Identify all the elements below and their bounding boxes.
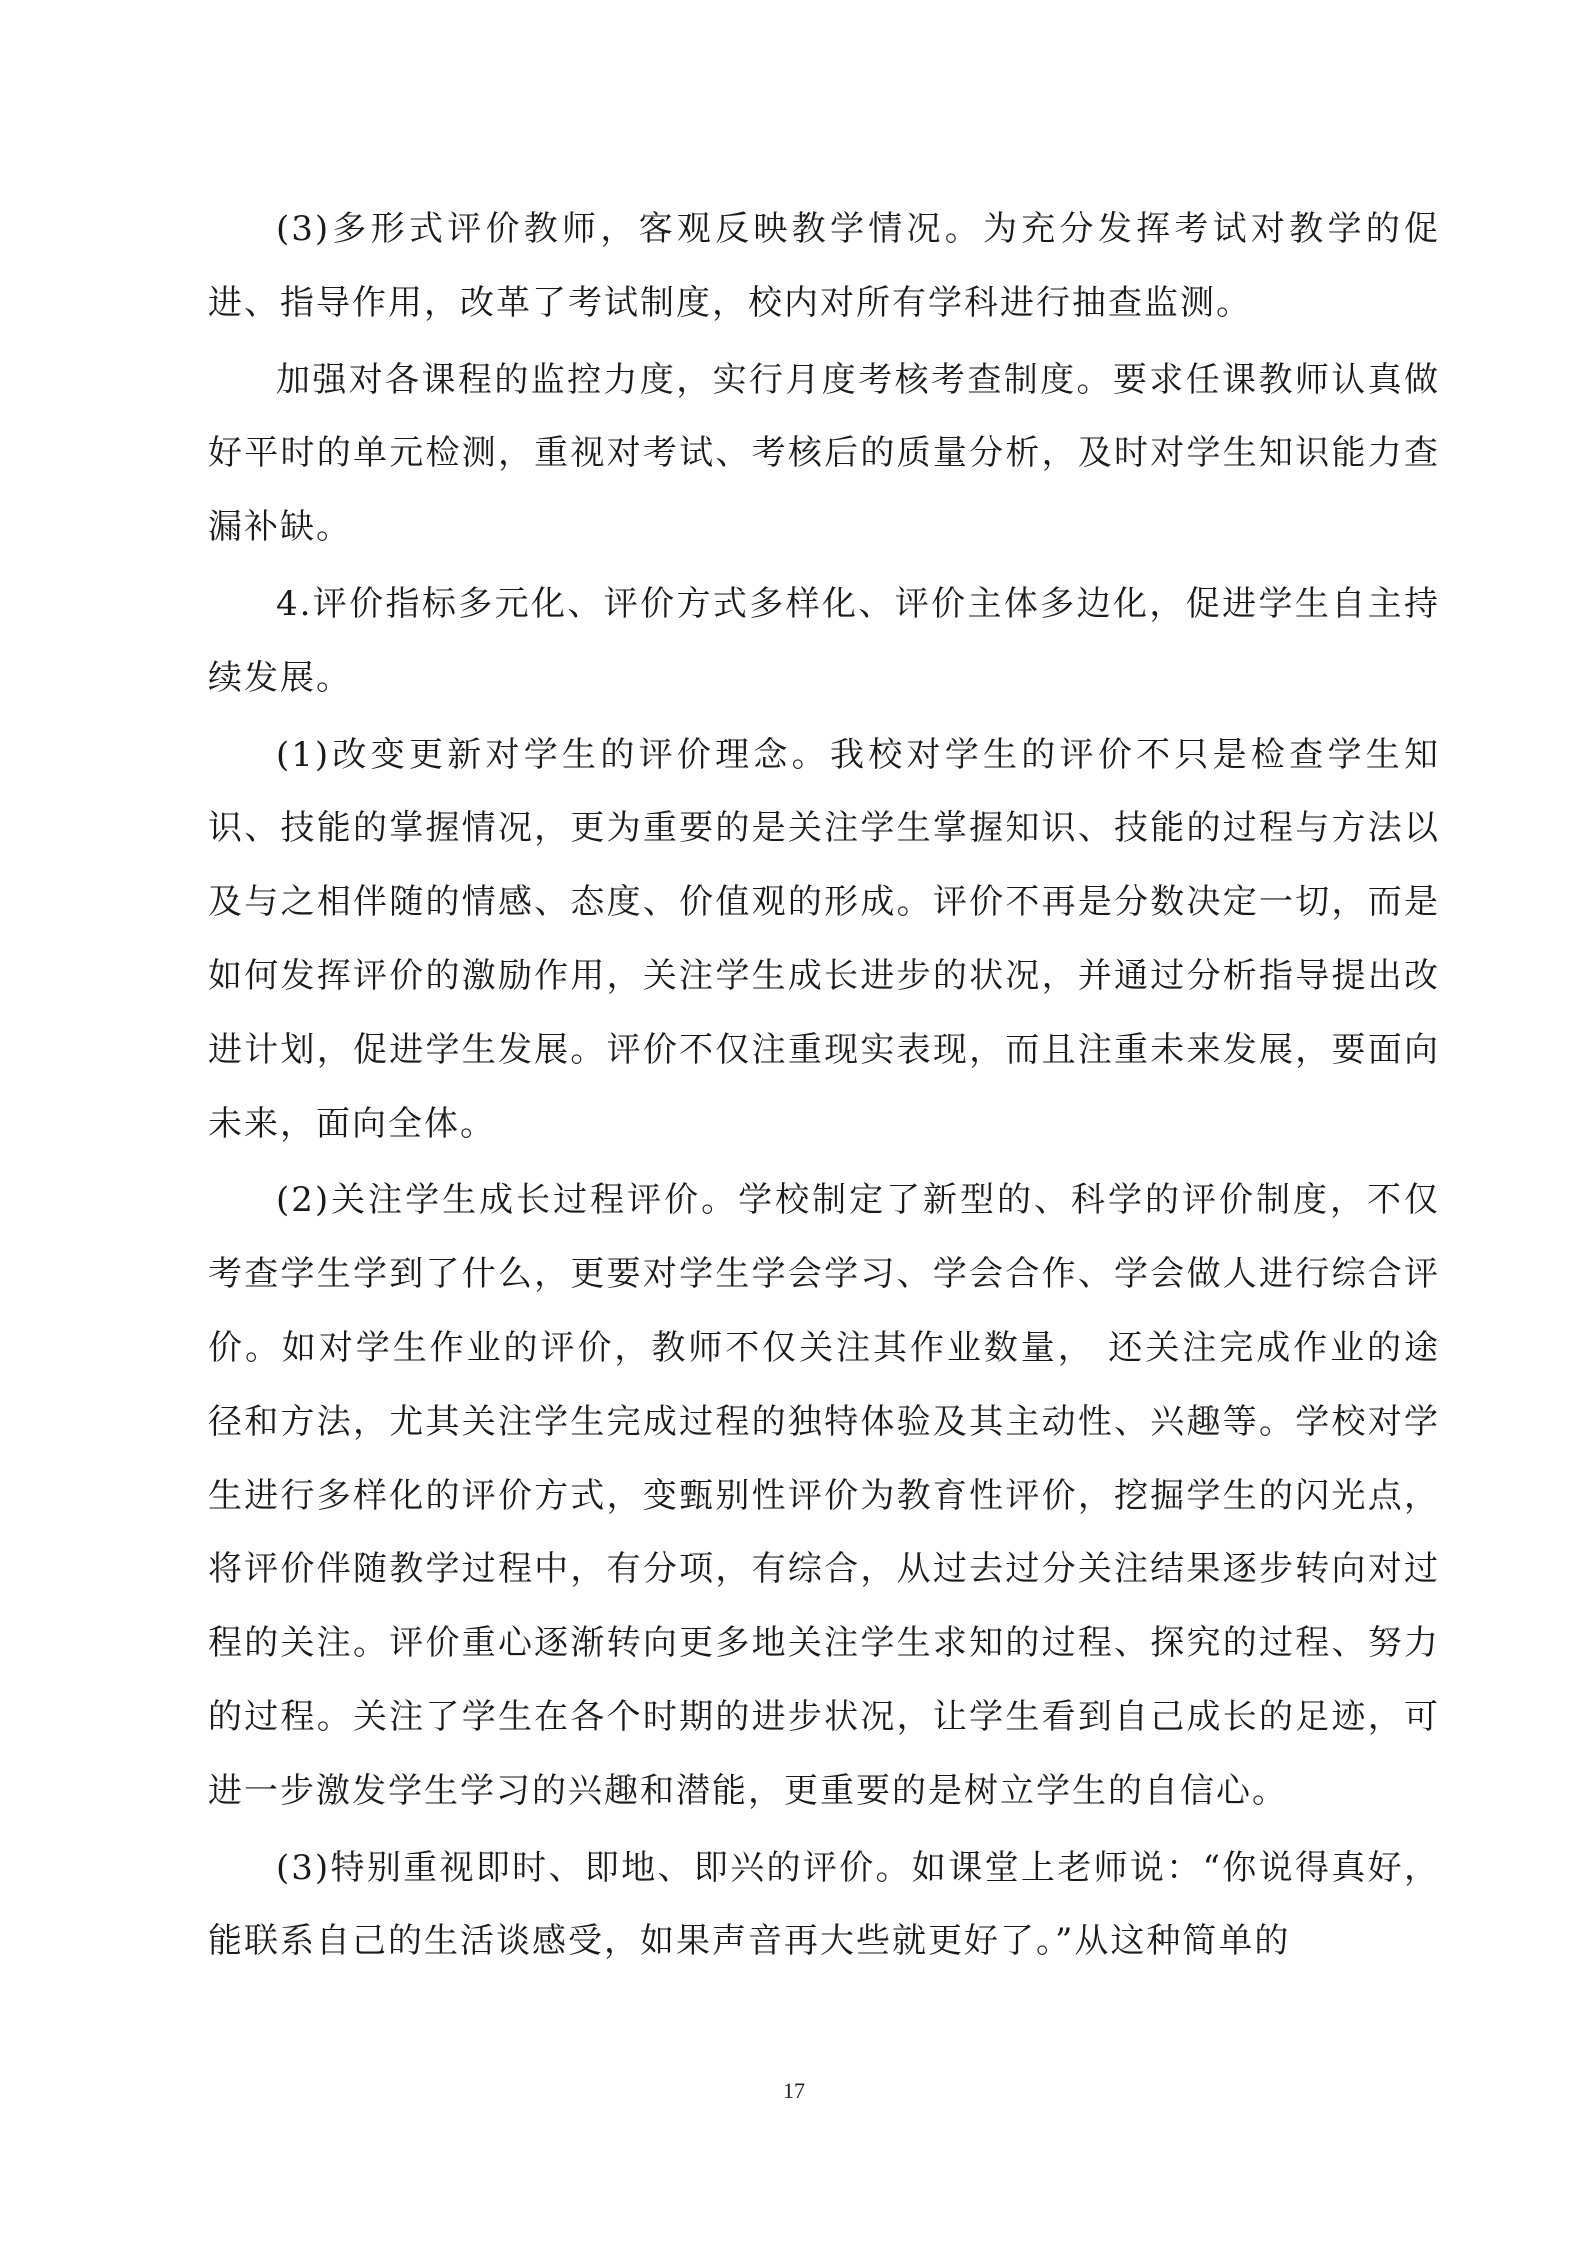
page-number: 17 (783, 2078, 805, 2103)
paragraph-process-evaluation: (2)关注学生成长过程评价。学校制定了新型的、科学的评价制度，不仅考查学生学到了什么，更要对学生学会学习、学会合作、学会做人进行综合评价。如对学生作业的评价，教师不仅关注其作业数量， 还关注完成作业的途径和方法，尤其关注学生完成过程的独特体验及其主动性、兴趣等。学校对学生进行多样化的评价方式，变甄别性评价为教育性评价，挖掘学生的闪光点，将评价伴随教学过程中，有分项，有综合，从过去过分关注结果逐步转向对过程的关注。评价重心逐渐转向更多地关注学生求知的过程、探究的过程、努力的过程。关注了学生在各个时期的进步状况，让学生看到自己成长的足迹，可进一步激发学生学习的兴趣和潜能，更重要的是树立学生的自信心。 (208, 1180, 1440, 1811)
paragraph-evaluation-concept: (1)改变更新对学生的评价理念。我校对学生的评价不只是检查学生知识、技能的掌握情况，更为重要的是关注学生掌握知识、技能的过程与方法以及与之相伴随的情感、态度、价值观的形成。评价不再是分数决定一切，而是如何发挥评价的激励作用，关注学生成长进步的状况，并通过分析指导提出改进计划，促进学生发展。评价不仅注重现实表现，而且注重未来发展，要面向未来，面向全体。 (208, 734, 1440, 1144)
paragraph-course-monitoring: 加强对各课程的监控力度，实行月度考核考查制度。要求任课教师认真做好平时的单元检测，重视对考试、考核后的质量分析，及时对学生知识能力查漏补缺。 (208, 359, 1440, 548)
paragraph-section-4-heading: 4.评价指标多元化、评价方式多样化、评价主体多边化，促进学生自主持续发展。 (208, 583, 1440, 698)
paragraph-teacher-evaluation: (3)多形式评价教师，客观反映教学情况。为充分发挥考试对教学的促进、指导作用，改革了考试制度，校内对所有学科进行抽查监测。 (208, 209, 1440, 323)
paragraph-instant-evaluation: (3)特别重视即时、即地、即兴的评价。如课堂上老师说：“你说得真好，能联系自己的生活谈感受，如果声音再大些就更好了。”从这种简单的 (208, 1847, 1440, 1962)
document-body (208, 193, 1440, 1982)
